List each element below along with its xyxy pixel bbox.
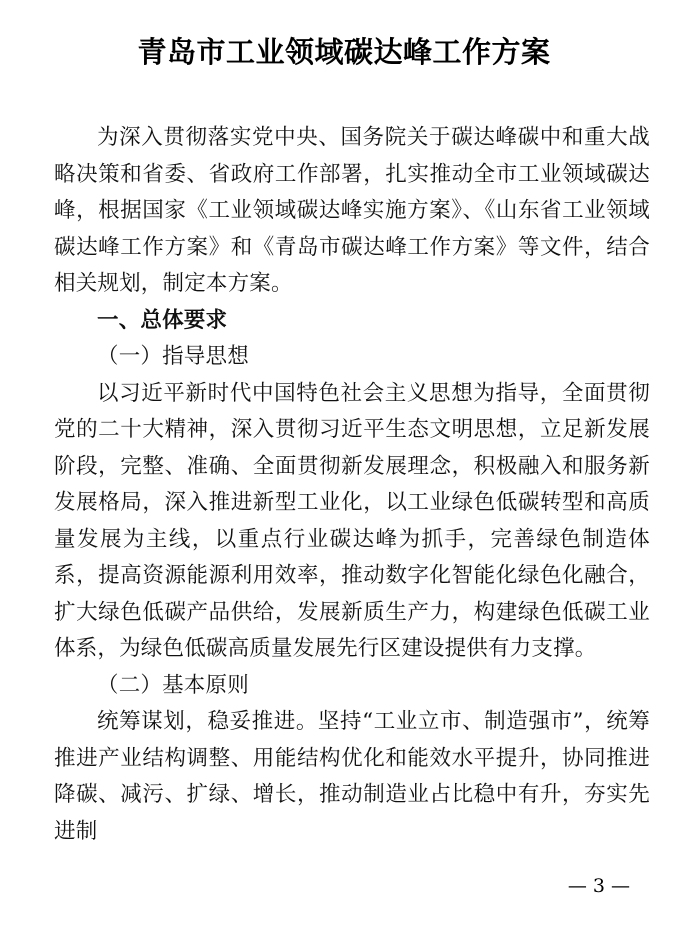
subsection-heading-guiding-ideology: （一）指导思想 (97, 344, 249, 369)
intro-paragraph: 为深入贯彻落实党中央、国务院关于碳达峰碳中和重大战略决策和省委、省政府工作部署，扎实推动全市工业领域碳达峰，根据国家《工业领域碳达峰实施方案》、《山东省工业领域碳达峰工作方案》和《青岛市碳达峰工作方案》等文件，结合相关规划，制定本方案。 (54, 125, 650, 296)
document-body (54, 120, 650, 850)
subsection-heading-basic-principles: （二）基本原则 (97, 672, 249, 698)
basic-principles-paragraph: 统筹谋划，稳妥推进。坚持“工业立市、制造强市”，统筹推进产业结构调整、用能结构优化和能效水平提升，协同推进降碳、减污、扩绿、增长，推动制造业占比稳中有升，夯实先进制 (54, 709, 650, 844)
guiding-ideology-paragraph: 以习近平新时代中国特色社会主义思想为指导，全面贯彻党的二十大精神，深入贯彻习近平生态文明思想，立足新发展阶段，完整、准确、全面贯彻新发展理念，积极融入和服务新发展格局，深入推进新型工业化，以工业绿色低碳转型和高质量发展为主线，以重点行业碳达峰为抓手，完善绿色制造体系，提高资源能源利用效率，推动数字化智能化绿色化融合，扩大绿色低碳产品供给，发展新质生产力，构建绿色低碳工业体系，为绿色低碳高质量发展先行区建设提供有力支撑。 (54, 380, 650, 661)
section-heading-overall-requirements: 一、总体要求 (97, 307, 228, 333)
document-title: 青岛市工业领域碳达峰工作方案 (137, 35, 551, 69)
page-number: — 3 — (567, 875, 630, 897)
